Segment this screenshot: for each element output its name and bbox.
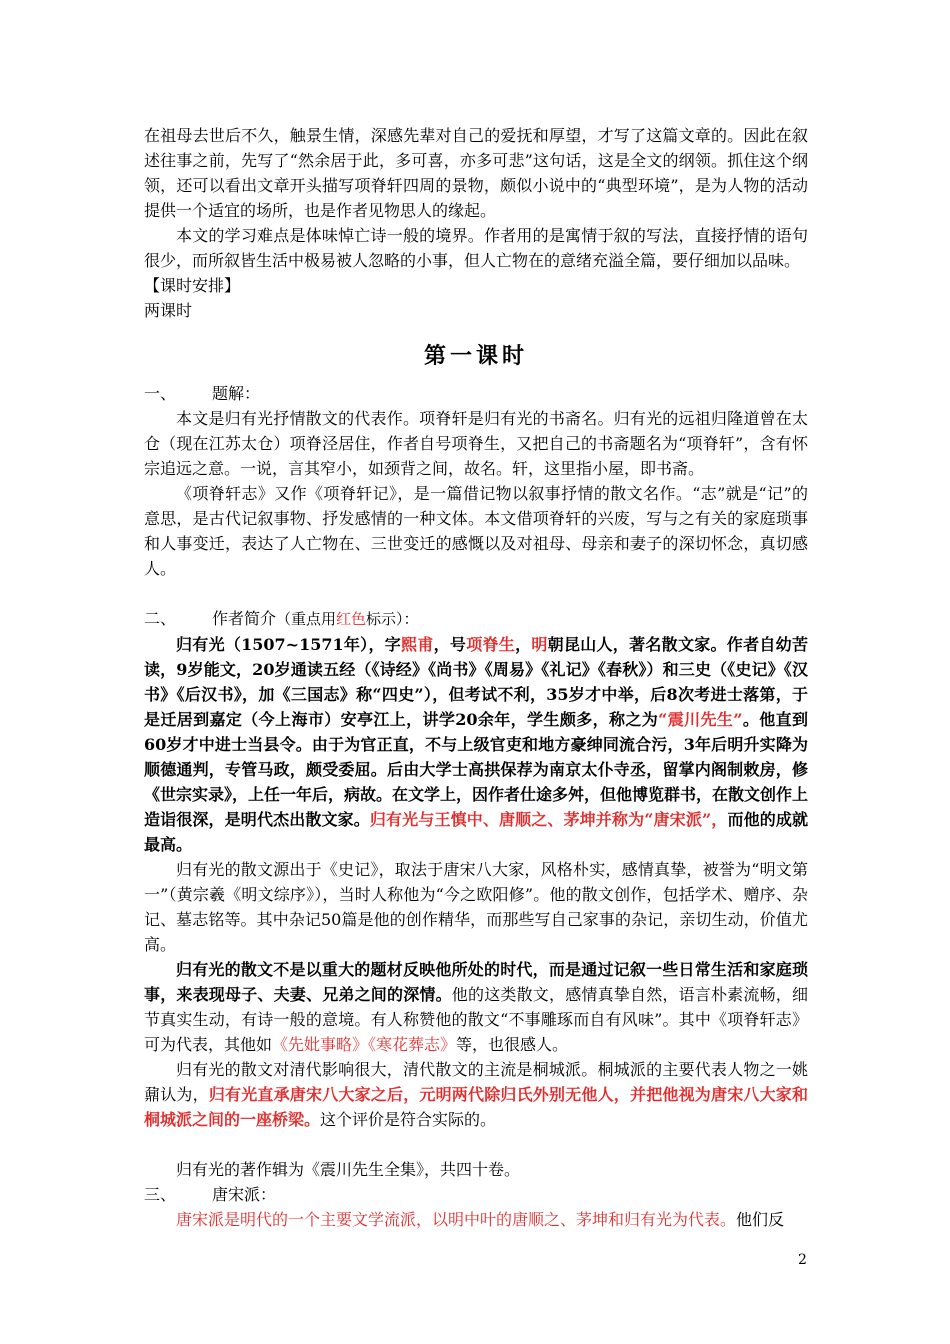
bio-text: 归有光（1507~1571年），字 <box>176 635 402 654</box>
paragraph-text: 归有光的散文对清代影响很大，清代散文的主流是桐城派。桐城派的主要代表人物之一姚鼐认为， <box>144 1060 808 1104</box>
page-content <box>144 123 808 1232</box>
section-1-title: 题解： <box>212 384 261 403</box>
bio-text: 而他的成就最高。 <box>144 810 808 854</box>
section-2-paragraph-5: 归有光的著作辑为《震川先生全集》，共四十卷。 <box>176 1160 521 1179</box>
works-titles: 《先妣事略》《寒花葬志》 <box>272 1035 457 1054</box>
bio-text: ， <box>515 635 532 654</box>
section-3-paragraph-1 <box>144 1207 808 1232</box>
bio-pseudonym: 项脊生 <box>466 635 516 654</box>
section-2-number: 二、 <box>144 609 177 628</box>
bio-text: 。他直到60岁才中进士当县令。由于为官正直，不与上级官吏和地方豪绅同流合污，3年后明升实降为顺德通判，专管马政，颇受委屈。后由大学士高拱保荐为南京太仆寺丞，留掌内阁制敕房，修《世宗实录》，上任一年后，病故。在文学上，因作者仕途多舛，但他博览群书，在散文创作上造诣很深，是明代杰出散文家。 <box>144 710 809 829</box>
paragraph-text: 他们反 <box>736 1210 785 1229</box>
paragraph-bold-text: 归有光的散文不是以重大的题材反映他所处的时代，而是通过记叙一些日常生活和家庭琐事，来表现母子、夫妻、兄弟之间的深情。 <box>144 960 808 1004</box>
section-2-heading <box>144 606 808 632</box>
bio-dynasty: 明 <box>531 635 548 654</box>
section-1-paragraph-1: 本文是归有光抒情散文的代表作。项脊轩是归有光的书斋名。归有光的远祖归隆道曾在太仓（现在江苏太仓）项脊泾居住，作者自号项脊生，又把自己的书斋题名为“项脊轩”，含有怀宗追远之意。一说，言其窄小，如颈背之间，故名。轩，这里指小屋，即书斋。 <box>144 409 808 478</box>
intro-paragraph-2: 本文的学习难点是体味悼亡诗一般的境界。作者用的是寓情于叙的写法，直接抒情的语句很少，而所叙皆生活中极易被人忽略的小事，但人亡物在的意绪充溢全篇，要仔细加以品味。 <box>144 226 808 270</box>
bio-school: 归有光与王慎中、唐顺之、茅坤并称为“唐宋派”， <box>369 810 728 829</box>
bio-text: ，号 <box>433 635 467 654</box>
paragraph-highlight: 唐宋派是明代的一个主要文学流派，以明中叶的唐顺之、茅坤和归有光为代表。 <box>176 1210 737 1229</box>
section-2-paragraph-4 <box>144 1057 808 1132</box>
section-1-number: 一、 <box>144 384 177 403</box>
section-2-paragraph-2: 归有光的散文源出于《史记》，取法于唐宋八大家，风格朴实，感情真挚，被誉为“明文第一”（黄宗羲《明文综序》），当时人称他为“今之欧阳修”。他的散文创作，包括学术、赠序、杂记、墓志铭等。其中杂记50篇是他的创作精华，而那些写自己家事的杂记，亲切生动，价值尤高。 <box>144 860 808 954</box>
section-3-title: 唐宋派： <box>212 1185 277 1204</box>
section-3-number: 三、 <box>144 1185 177 1204</box>
section-2-title: 作者简介 <box>212 609 277 628</box>
paragraph-highlight: 归有光直承唐宋八大家之后，元明两代除归氏外别无他人，并把他视为唐宋八大家和桐城派之间的一座桥梁。 <box>144 1085 808 1129</box>
spacer <box>144 581 808 606</box>
section-2-paragraph-3 <box>144 957 808 1057</box>
spacer <box>144 1132 808 1157</box>
bio-courtesy-name: 熙甫 <box>401 635 434 654</box>
lesson-title: 第一课时 <box>423 343 528 369</box>
schedule-heading: 【课时安排】 <box>144 276 241 295</box>
author-bio-paragraph <box>144 632 808 857</box>
paragraph-text: 等，也很感人。 <box>456 1035 569 1054</box>
paragraph-text: 这个评价是符合实际的。 <box>320 1110 497 1129</box>
section-2-note-close: 标示）： <box>366 610 419 628</box>
section-1-heading <box>144 381 808 406</box>
paragraph-text: 他的这类散文，感情真挚自然，语言朴素流畅，细节真实生动，有诗一般的意境。有人称赞他的散文“不事雕琢而自有风味”。其中《项脊轩志》可为代表，其他如 <box>144 985 808 1054</box>
schedule-value: 两课时 <box>144 301 193 320</box>
section-3-heading <box>144 1182 808 1207</box>
section-2-note-open: （重点用 <box>276 610 337 628</box>
section-2-note-red: 红色 <box>336 610 367 628</box>
bio-text: 朝昆山人，著名散文家。作者自幼苦读，9岁能文，20岁通读五经（《诗经》《尚书》《周易》《礼记》《春秋》）和三史（《史记》《汉书》《后汉书》，加《三国志》称“四史”），但考试不利，35岁才中举，后8次考进士落第，于是迁居到嘉定（今上海市）安亭江上，讲学20余年，学生颇多，称之为 <box>144 635 808 729</box>
bio-title-name: “震川先生” <box>658 710 743 729</box>
intro-paragraph-1: 在祖母去世后不久，触景生情，深感先辈对自己的爱抚和厚望，才写了这篇文章的。因此在叙述往事之前，先写了“然余居于此，多可喜，亦多可悲”这句话，这是全文的纲领。抓住这个纲领，还可以看出文章开头描写项脊轩四周的景物，颇似小说中的“典型环境”，是为人物的活动提供一个适宜的场所，也是作者见物思人的缘起。 <box>144 126 808 220</box>
page-number: 2 <box>798 1252 807 1268</box>
section-1-paragraph-2: 《项脊轩志》又作《项脊轩记》，是一篇借记物以叙事抒情的散文名作。“志”就是“记”的意思，是古代记叙事物、抒发感情的一种文体。本文借项脊轩的兴废，写与之有关的家庭琐事和人事变迁，表达了人亡物在、三世变迁的感慨以及对祖母、母亲和妻子的深切怀念，真切感人。 <box>144 484 808 578</box>
